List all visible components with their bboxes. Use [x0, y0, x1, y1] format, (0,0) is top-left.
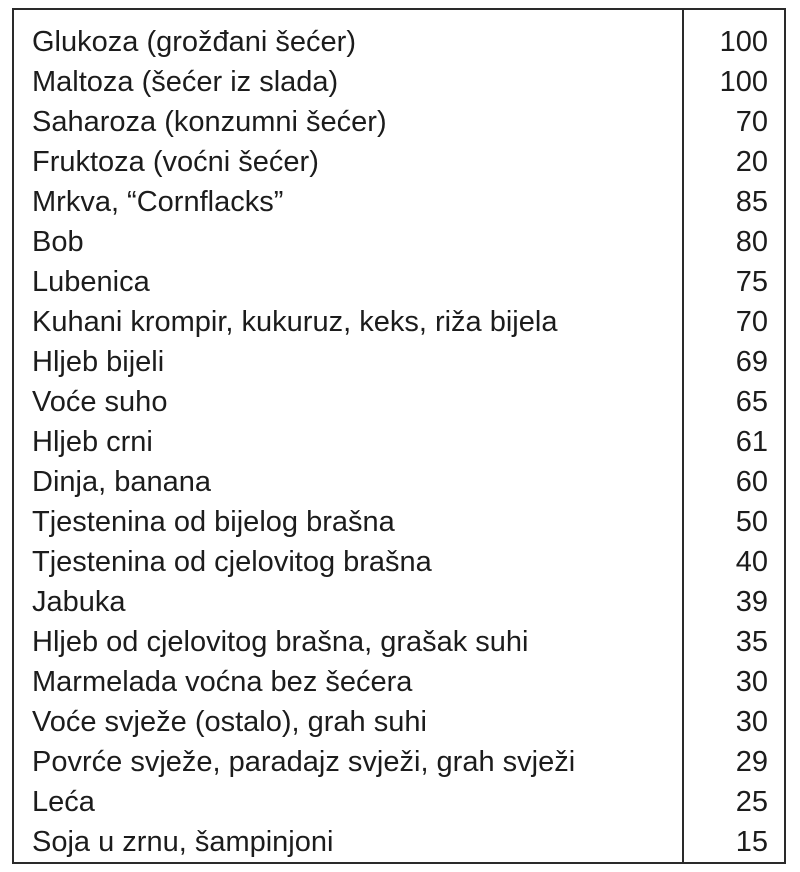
- index-value-cell: 30: [735, 706, 768, 738]
- index-value-cell: 50: [735, 506, 768, 538]
- food-name-cell: Marmelada voćna bez šećera: [32, 666, 413, 698]
- table-row: [14, 422, 784, 462]
- food-name-cell: Tjestenina od cjelovitog brašna: [32, 546, 432, 578]
- food-name-cell: Dinja, banana: [32, 466, 211, 498]
- table-row: [14, 542, 784, 582]
- food-name-cell: Hljeb crni: [32, 426, 153, 458]
- food-name-cell: Bob: [32, 226, 84, 258]
- table-row: [14, 782, 784, 822]
- food-name-cell: Mrkva, “Cornflacks”: [32, 186, 284, 218]
- table-row: [14, 62, 784, 102]
- table-row: [14, 622, 784, 662]
- index-value-cell: 80: [735, 226, 768, 258]
- table-row: [14, 22, 784, 62]
- food-name-cell: Leća: [32, 786, 95, 818]
- table-row: [14, 222, 784, 262]
- index-value-cell: 75: [735, 266, 768, 298]
- food-name-cell: Hljeb bijeli: [32, 346, 165, 378]
- index-value-cell: 69: [735, 346, 768, 378]
- index-value-cell: 35: [735, 626, 768, 658]
- index-value-cell: 15: [735, 826, 768, 858]
- index-value-cell: 20: [735, 146, 768, 178]
- table-row: [14, 302, 784, 342]
- food-name-cell: Lubenica: [32, 266, 150, 298]
- table-row: [14, 382, 784, 422]
- index-value-cell: 65: [735, 386, 768, 418]
- food-name-cell: Jabuka: [32, 586, 126, 618]
- index-value-cell: 85: [735, 186, 768, 218]
- food-name-cell: Hljeb od cjelovitog brašna, grašak suhi: [32, 626, 529, 658]
- index-value-cell: 100: [719, 26, 768, 58]
- table-row: [14, 462, 784, 502]
- table-row: [14, 582, 784, 622]
- food-name-cell: Saharoza (konzumni šećer): [32, 106, 387, 138]
- food-name-cell: Fruktoza (voćni šećer): [32, 146, 319, 178]
- table-row: [14, 262, 784, 302]
- index-value-cell: 70: [735, 306, 768, 338]
- index-value-cell: 70: [735, 106, 768, 138]
- table-row: [14, 702, 784, 742]
- index-value-cell: 100: [719, 66, 768, 98]
- food-name-cell: Voće svježe (ostalo), grah suhi: [32, 706, 427, 738]
- glycemic-index-table: [12, 8, 786, 864]
- food-name-cell: Voće suho: [32, 386, 168, 418]
- index-value-cell: 29: [735, 746, 768, 778]
- index-value-cell: 39: [735, 586, 768, 618]
- food-name-cell: Tjestenina od bijelog brašna: [32, 506, 395, 538]
- food-name-cell: Povrće svježe, paradajz svježi, grah svježi: [32, 746, 576, 778]
- table-row: [14, 822, 784, 862]
- index-value-cell: 30: [735, 666, 768, 698]
- food-name-cell: Maltoza (šećer iz slada): [32, 66, 339, 98]
- table-row: [14, 102, 784, 142]
- table-row: [14, 502, 784, 542]
- table-body: [14, 22, 784, 862]
- food-name-cell: Kuhani krompir, kukuruz, keks, riža bijela: [32, 306, 558, 338]
- index-value-cell: 60: [735, 466, 768, 498]
- table-row: [14, 182, 784, 222]
- food-name-cell: Soja u zrnu, šampinjoni: [32, 826, 334, 858]
- table-row: [14, 662, 784, 702]
- index-value-cell: 61: [735, 426, 768, 458]
- index-value-cell: 40: [735, 546, 768, 578]
- table-row: [14, 342, 784, 382]
- index-value-cell: 25: [735, 786, 768, 818]
- food-name-cell: Glukoza (grožđani šećer): [32, 26, 356, 58]
- table-row: [14, 142, 784, 182]
- table-row: [14, 742, 784, 782]
